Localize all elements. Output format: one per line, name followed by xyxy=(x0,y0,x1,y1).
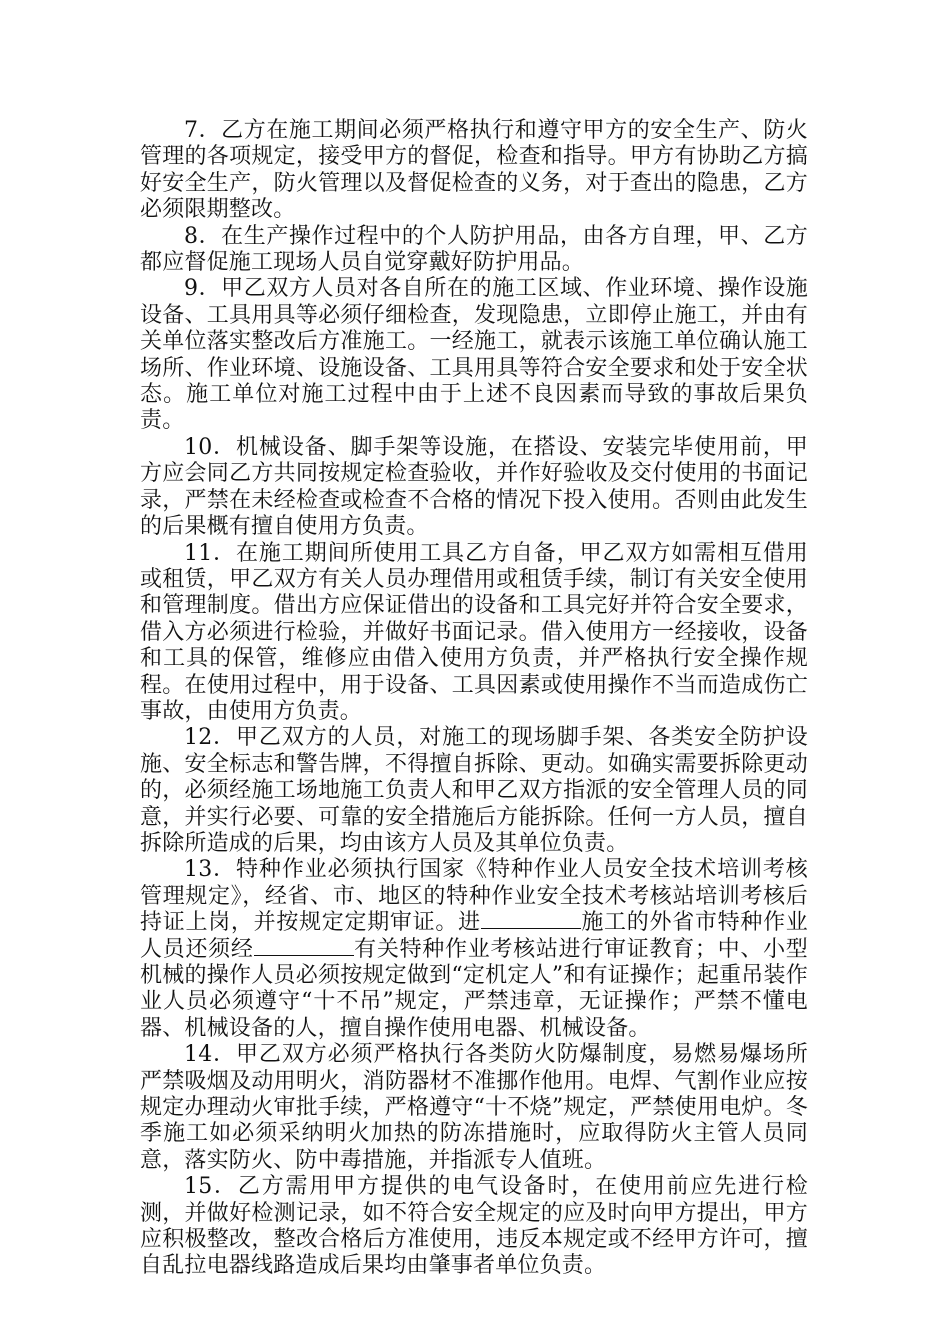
paragraph-13-part-3: 有关特种作业考核站进行审证教育；中、小型机械的操作人员必须按规定做到“定机定人”和有证操作；起重吊装作业人员必须遵守“十不吊”规定，严禁违章，无证操作；严禁不懂电器、机械设备的人，擅自操作使用电器、机械设备。 xyxy=(140,936,808,1041)
paragraph-13 xyxy=(140,857,808,1042)
paragraph-7: 7．乙方在施工期间必须严格执行和遵守甲方的安全生产、防火管理的各项规定，接受甲方的督促，检查和指导。甲方有协助乙方搞好安全生产，防火管理以及督促检查的义务，对于查出的隐患，乙方必须限期整改。 xyxy=(140,118,808,223)
paragraph-12: 12．甲乙双方的人员，对施工的现场脚手架、各类安全防护设施、安全标志和警告牌，不得擅自拆除、更动。如确实需要拆除更动的，必须经施工场地施工负责人和甲乙双方指派的安全管理人员的同意，并实行必要、可靠的安全措施后方能拆除。任何一方人员，擅自拆除所造成的后果，均由该方人员及其单位负责。 xyxy=(140,725,808,856)
fill-in-blank-2 xyxy=(254,937,354,956)
document-body xyxy=(140,118,808,1280)
paragraph-15: 15．乙方需用甲方提供的电气设备时，在使用前应先进行检测，并做好检测记录，如不符合安全规定的应及时向甲方提出，甲方应积极整改，整改合格后方准使用，违反本规定或不经甲方许可，擅自乱拉电器线路造成后果均由肇事者单位负责。 xyxy=(140,1174,808,1279)
paragraph-11: 11．在施工期间所使用工具乙方自备，甲乙双方如需相互借用或租赁，甲乙双方有关人员办理借用或租赁手续，制订有关安全使用和管理制度。借出方应保证借出的设备和工具完好并符合安全要求，借入方必须进行检验，并做好书面记录。借入使用方一经接收，设备和工具的保管，维修应由借入使用方负责，并严格执行安全操作规程。在使用过程中，用于设备、工具因素或使用操作不当而造成伤亡事故，由使用方负责。 xyxy=(140,540,808,724)
paragraph-13-part-2: 施工的外省市特种作业人员还须经 xyxy=(140,910,808,962)
paragraph-10: 10．机械设备、脚手架等设施，在搭设、安装完毕使用前，甲方应会同乙方共同按规定检查验收，并作好验收及交付使用的书面记录，严禁在未经检查或检查不合格的情况下投入使用。否则由此发生的后果概有擅自使用方负责。 xyxy=(140,434,808,540)
paragraph-8: 8．在生产操作过程中的个人防护用品，由各方自理，甲、乙方都应督促施工现场人员自觉穿戴好防护用品。 xyxy=(140,223,808,276)
paragraph-14: 14．甲乙双方必须严格执行各类防火防爆制度，易燃易爆场所严禁吸烟及动用明火，消防器材不准挪作他用。电焊、气割作业应按规定办理动火审批手续，严格遵守“十不烧”规定，严禁使用电炉。冬季施工如必须采纳明火加热的防冻措施时，应取得防火主管人员同意，落实防火、防中毒措施，并指派专人值班。 xyxy=(140,1042,808,1173)
paragraph-13-part-1: 13．特种作业必须执行国家《特种作业人员安全技术培训考核管理规定》，经省、市、地区的特种作业安全技术考核站培训考核后持证上岗，并按规定定期审证。进 xyxy=(140,857,808,936)
fill-in-blank-1 xyxy=(481,910,581,929)
paragraph-9: 9．甲乙双方人员对各自所在的施工区域、作业环境、操作设施设备、工具用具等必须仔细检查，发现隐患，立即停止施工，并由有关单位落实整改后方准施工。一经施工，就表示该施工单位确认施工场所、作业环境、设施设备、工具用具等符合安全要求和处于安全状态。施工单位对施工过程中由于上述不良因素而导致的事故后果负责。 xyxy=(140,276,808,434)
